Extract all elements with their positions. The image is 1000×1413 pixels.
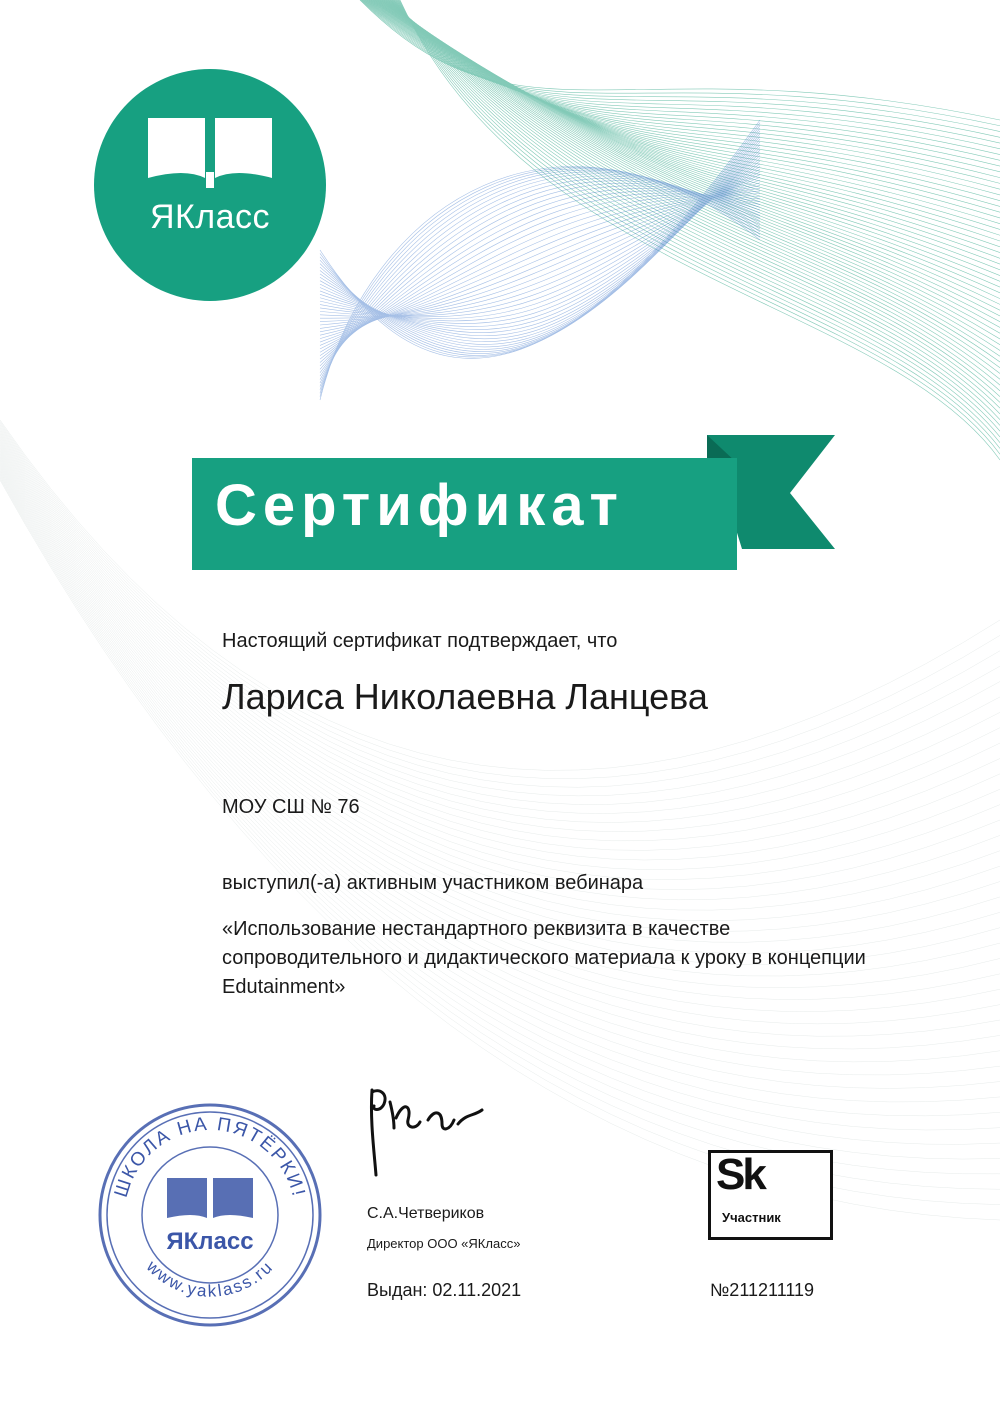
stamp-book-icon [167, 1178, 253, 1218]
director-signature [350, 1080, 510, 1180]
skolkovo-label: Участник [722, 1210, 781, 1225]
certificate-number: №211211119 [710, 1280, 815, 1300]
stamp-top-text: ШКОЛА НА ПЯТЁРКИ! [110, 1113, 310, 1200]
logo-brand-text: ЯКласс [149, 198, 271, 236]
signer-name: С.А.Четвериков [367, 1205, 485, 1222]
stamp-bottom-text: www.yaklass.ru [142, 1256, 278, 1301]
school-name: МОУ СШ № 76 [222, 796, 360, 818]
webinar-title: «Использование нестандартного реквизита в качестве сопроводительного и дидактического материала к уроку в концепции Edutainment» [222, 918, 866, 998]
skolkovo-mark: Sk [716, 1150, 764, 1199]
school-stamp [95, 1100, 325, 1330]
svg-text:ШКОЛА НА ПЯТЁРКИ! [111, 1114, 309, 1200]
yaklass-logo [85, 60, 335, 310]
signer-title: Директор ООО «ЯКласс» [367, 1236, 521, 1251]
recipient-name: Лариса Николаевна Ланцева [222, 676, 708, 717]
participation-text: выступил(-а) активным участником вебинара [222, 872, 644, 894]
certificate-title: Сертификат [215, 473, 624, 538]
issue-date: Выдан: 02.11.2021 [367, 1280, 522, 1300]
stamp-brand-text: ЯКласс [166, 1228, 254, 1255]
intro-text: Настоящий сертификат подтверждает, что [222, 630, 618, 652]
